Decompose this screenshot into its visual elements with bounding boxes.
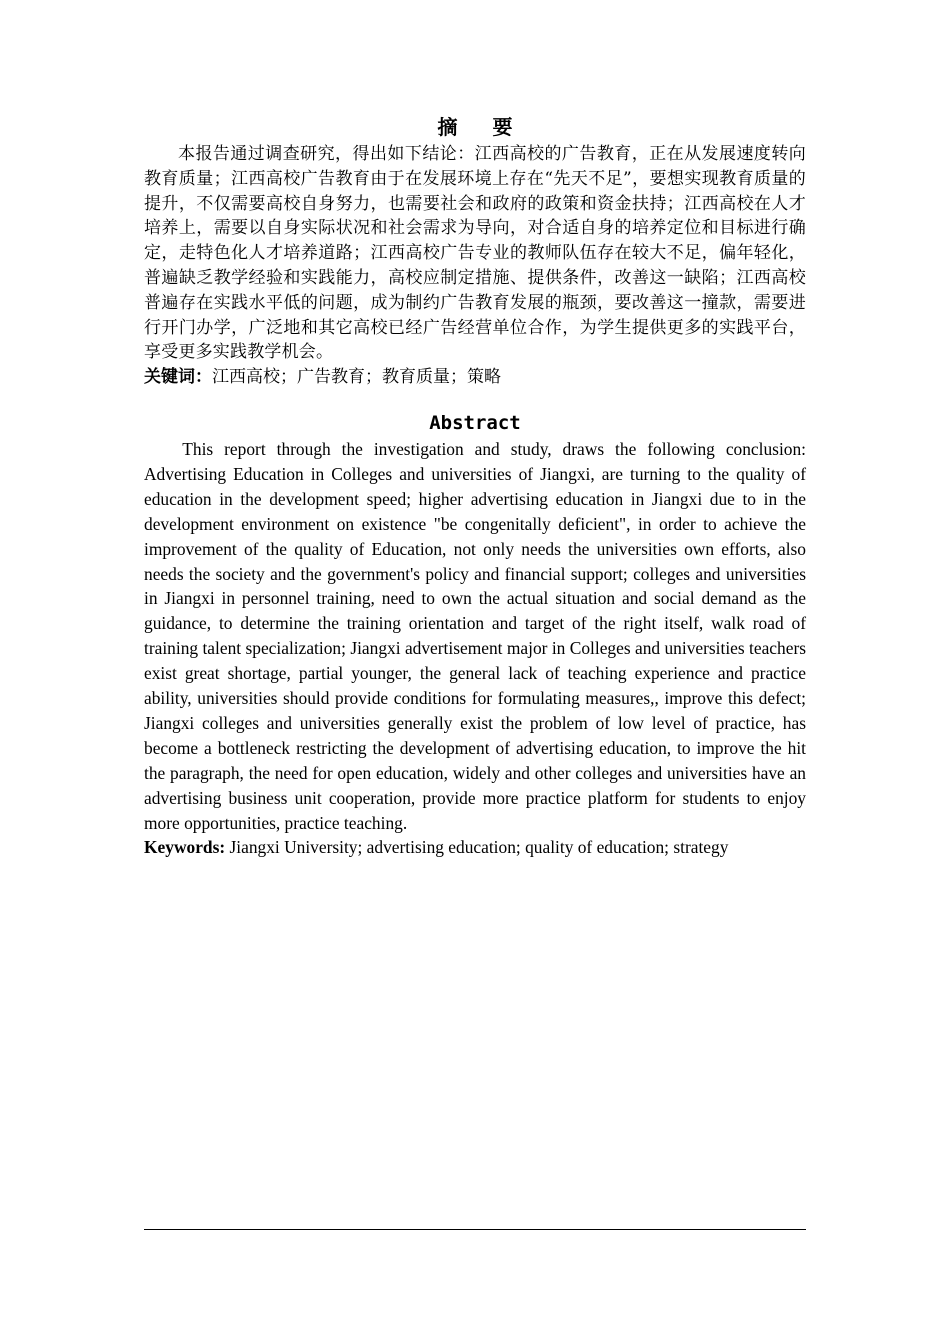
chinese-abstract-title: 摘 要 (437, 115, 527, 139)
chinese-keywords-label: 关键词： (144, 367, 212, 388)
english-abstract-body: This report through the investigation and study, draws the following conclusion: Advertising Education in Colleges and universities of Jiangxi, are turning to the quality of education in the development speed; higher advertising education in Jiangxi due to in the development environment on existence "be congenitally deficient", in order to achieve the improvement of the quality of Education, not only needs the universities own efforts, also needs the society and the government's policy and financial support; colleges and universities in Jiangxi in personnel training, need to own the actual situation and social demand as the guidance, to determine the training orientation and target of the right itself, walk road of training talent specialization; Jiangxi advertisement major in Colleges and universities teachers exist great shortage, partial younger, the general lack of teaching experience and practice ability, universities should provide conditions for formulating measures,, improve this defect; Jiangxi colleges and universities generally exist the problem of low level of practice, has become a bottleneck restricting the development of advertising education, to improve the hit the paragraph, the need for open education, widely and other colleges and universities have an advertising business unit cooperation, provide more practice platform for students to enjoy more opportunities, practice teaching. (144, 438, 806, 833)
footer-divider (144, 1229, 806, 1230)
page-content (144, 112, 806, 860)
chinese-keywords (144, 365, 806, 390)
chinese-abstract-body: 本报告通过调查研究，得出如下结论：江西高校的广告教育，正在从发展速度转向教育质量；江西高校广告教育由于在发展环境上存在“先天不足”，要想实现教育质量的提升，不仅需要高校自身努力，也需要社会和政府的政策和资金扶持；江西高校在人才培养上，需要以自身实际状况和社会需求为导向，对合适自身的培养定位和目标进行确定，走特色化人才培养道路；江西高校广告专业的教师队伍存在较大不足，偏年轻化，普遍缺乏教学经验和实践能力，高校应制定措施、提供条件，改善这一缺陷；江西高校普遍存在实践水平低的问题，成为制约广告教育发展的瓶颈，要改善这一撞款，需要进行开门办学，广泛地和其它高校已经广告经营单位合作，为学生提供更多的实践平台，享受更多实践教学机会。 (144, 144, 806, 363)
english-keywords (144, 835, 806, 860)
english-keywords-label: Keywords: (144, 837, 226, 858)
chinese-keywords-text: 江西高校；广告教育；教育质量；策略 (212, 367, 501, 388)
english-abstract-title: Abstract (429, 411, 521, 434)
english-keywords-text: Jiangxi University; advertising education; quality of education; strategy (225, 837, 729, 858)
